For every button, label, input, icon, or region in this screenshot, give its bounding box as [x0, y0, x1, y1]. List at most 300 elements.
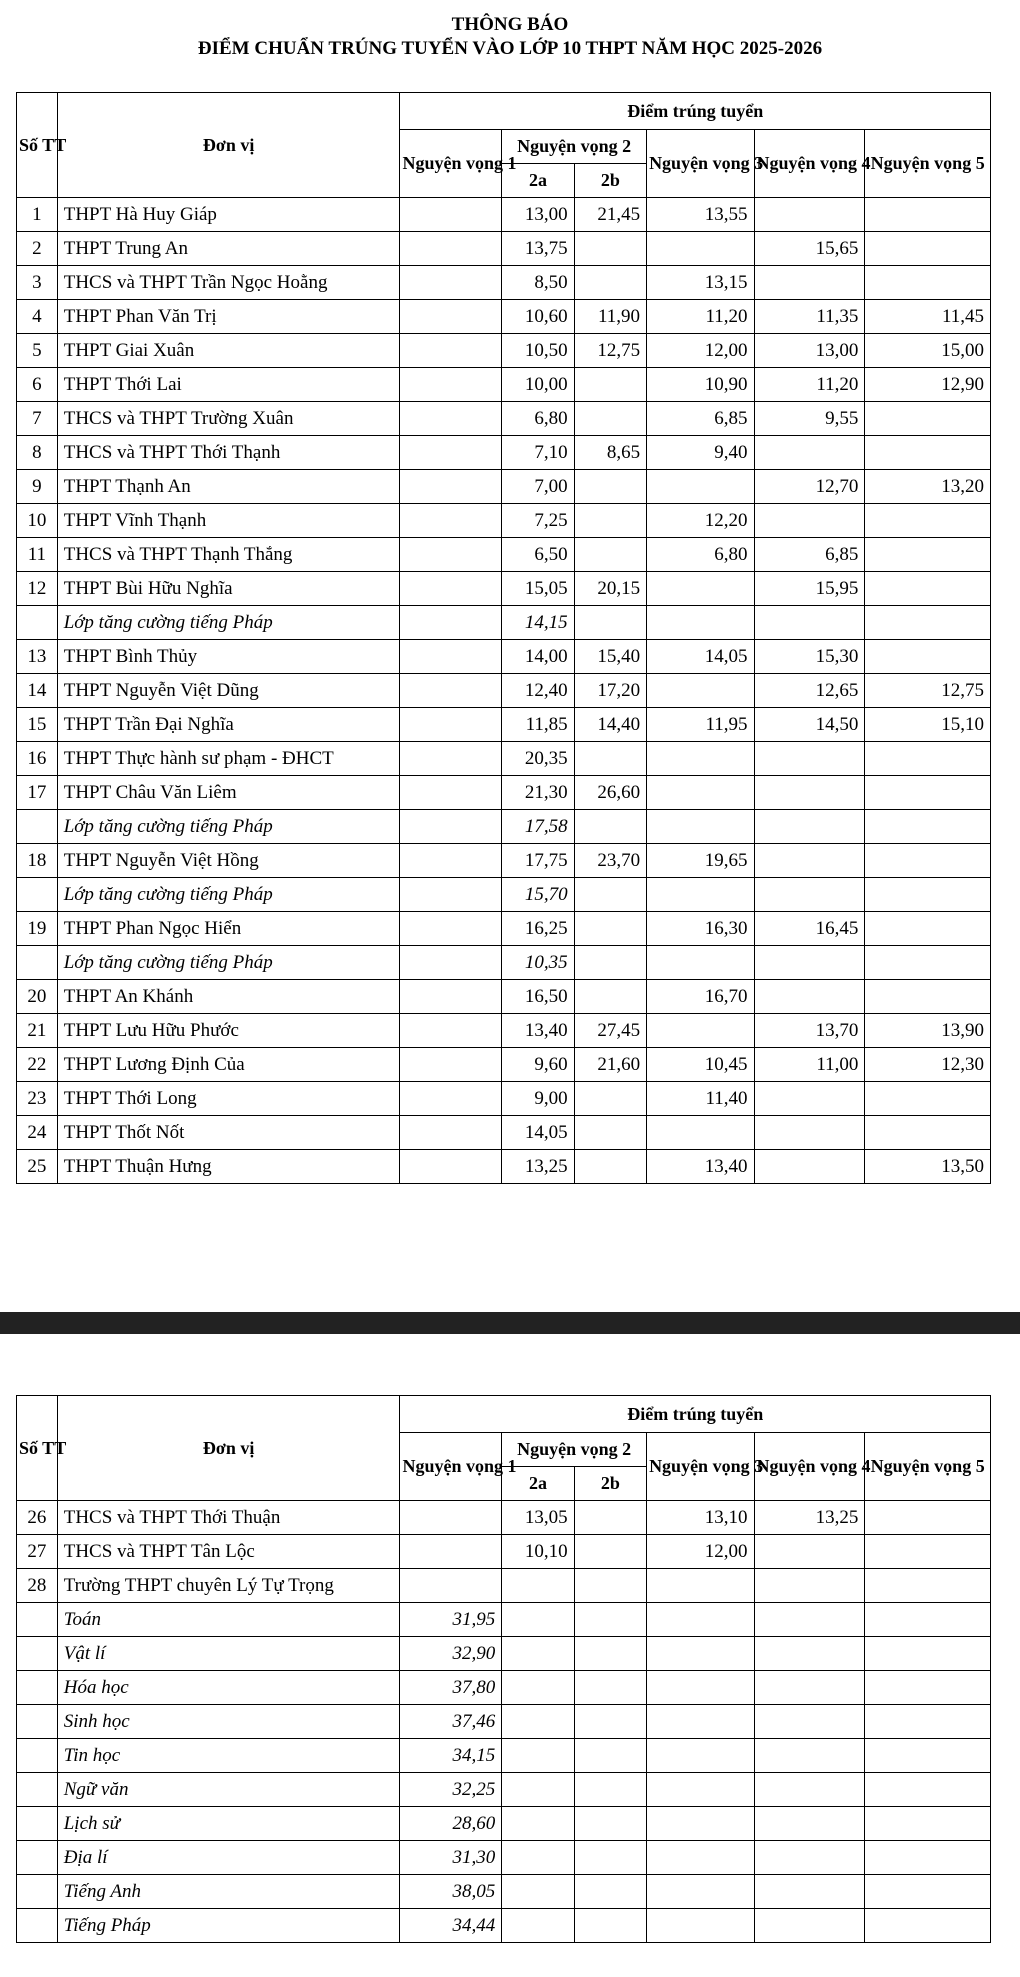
table-row [17, 1014, 991, 1048]
score-cell-nv3: 11,40 [647, 1082, 754, 1116]
score-cell-nv1 [400, 1501, 502, 1535]
unit-name-cell: Lớp tăng cường tiếng Pháp [57, 878, 400, 912]
stt-cell [17, 606, 58, 640]
score-cell-nv2a: 10,00 [502, 368, 574, 402]
stt-cell [17, 1603, 58, 1637]
score-cell-nv5 [865, 1569, 991, 1603]
stt-cell: 14 [17, 674, 58, 708]
score-cell-nv2a: 16,25 [502, 912, 574, 946]
score-cell-nv2a: 7,00 [502, 470, 574, 504]
score-cell-nv2b: 12,75 [574, 334, 646, 368]
score-cell-nv1 [400, 844, 502, 878]
header-nv4: Nguyện vọng 4 [754, 1433, 865, 1501]
score-cell-nv5 [865, 436, 991, 470]
score-cell-nv1 [400, 402, 502, 436]
unit-name-cell: Lớp tăng cường tiếng Pháp [57, 946, 400, 980]
score-cell-nv1 [400, 1014, 502, 1048]
score-cell-nv5 [865, 402, 991, 436]
score-cell-nv2b [574, 402, 646, 436]
unit-name-cell: THPT Trung An [57, 232, 400, 266]
score-cell-nv3 [647, 470, 754, 504]
score-cell-nv1: 37,46 [400, 1705, 502, 1739]
score-cell-nv2b [574, 504, 646, 538]
unit-name-cell: Lịch sử [57, 1807, 400, 1841]
score-cell-nv4 [754, 198, 865, 232]
table-row [17, 912, 991, 946]
sub-row [17, 878, 991, 912]
unit-name-cell: THPT Phan Ngọc Hiển [57, 912, 400, 946]
score-cell-nv4 [754, 878, 865, 912]
header-nv2b: 2b [574, 1467, 646, 1501]
score-cell-nv3: 10,90 [647, 368, 754, 402]
score-cell-nv1 [400, 1082, 502, 1116]
score-cell-nv3 [647, 1807, 754, 1841]
stt-cell [17, 1909, 58, 1943]
score-cell-nv3 [647, 674, 754, 708]
unit-name-cell: Hóa học [57, 1671, 400, 1705]
score-cell-nv3 [647, 1841, 754, 1875]
table-row [17, 980, 991, 1014]
score-cell-nv4 [754, 1637, 865, 1671]
score-cell-nv4: 11,20 [754, 368, 865, 402]
stt-cell: 5 [17, 334, 58, 368]
score-cell-nv5 [865, 1909, 991, 1943]
unit-name-cell: THCS và THPT Thới Thuận [57, 1501, 400, 1535]
score-cell-nv2a [502, 1841, 574, 1875]
score-cell-nv4 [754, 742, 865, 776]
score-cell-nv5 [865, 1671, 991, 1705]
score-cell-nv4: 9,55 [754, 402, 865, 436]
score-cell-nv2b [574, 1569, 646, 1603]
score-cell-nv4: 15,95 [754, 572, 865, 606]
score-cell-nv1 [400, 946, 502, 980]
score-cell-nv4 [754, 1909, 865, 1943]
unit-name-cell: THCS và THPT Trường Xuân [57, 402, 400, 436]
score-cell-nv3: 13,15 [647, 266, 754, 300]
table-row [17, 572, 991, 606]
stt-cell: 26 [17, 1501, 58, 1535]
score-cell-nv2b: 27,45 [574, 1014, 646, 1048]
score-cell-nv5: 15,10 [865, 708, 991, 742]
score-cell-nv2a: 14,15 [502, 606, 574, 640]
header-stt: Số TT [17, 1396, 58, 1501]
score-cell-nv5 [865, 1773, 991, 1807]
score-cell-nv5 [865, 810, 991, 844]
stt-cell: 3 [17, 266, 58, 300]
score-cell-nv2b [574, 1671, 646, 1705]
score-cell-nv2b [574, 810, 646, 844]
score-cell-nv2a [502, 1637, 574, 1671]
score-cell-nv2a [502, 1807, 574, 1841]
header-diem-trung-tuyen: Điểm trúng tuyển [400, 1396, 991, 1433]
score-cell-nv4 [754, 844, 865, 878]
table-row [17, 674, 991, 708]
stt-cell: 13 [17, 640, 58, 674]
stt-cell: 17 [17, 776, 58, 810]
table-row [17, 232, 991, 266]
table-row [17, 198, 991, 232]
score-cell-nv5 [865, 572, 991, 606]
header-don-vi: Đơn vị [57, 1396, 400, 1501]
score-cell-nv2b [574, 470, 646, 504]
score-cell-nv4 [754, 1082, 865, 1116]
unit-name-cell: THCS và THPT Thới Thạnh [57, 436, 400, 470]
unit-name-cell: Tin học [57, 1739, 400, 1773]
score-cell-nv5 [865, 1603, 991, 1637]
score-cell-nv5 [865, 742, 991, 776]
score-cell-nv3: 12,20 [647, 504, 754, 538]
stt-cell [17, 1671, 58, 1705]
score-cell-nv2b [574, 606, 646, 640]
stt-cell: 27 [17, 1535, 58, 1569]
score-cell-nv5 [865, 538, 991, 572]
score-cell-nv4: 14,50 [754, 708, 865, 742]
stt-cell [17, 1637, 58, 1671]
score-cell-nv4 [754, 1603, 865, 1637]
score-cell-nv1 [400, 436, 502, 470]
score-cell-nv2a: 14,05 [502, 1116, 574, 1150]
score-cell-nv2b [574, 980, 646, 1014]
score-cell-nv5: 13,90 [865, 1014, 991, 1048]
score-cell-nv3 [647, 1875, 754, 1909]
score-cell-nv3 [647, 1909, 754, 1943]
stt-cell [17, 878, 58, 912]
score-cell-nv2b [574, 1501, 646, 1535]
sub-row [17, 1841, 991, 1875]
unit-name-cell: THPT Thốt Nốt [57, 1116, 400, 1150]
score-cell-nv1 [400, 1535, 502, 1569]
score-cell-nv1 [400, 572, 502, 606]
score-cell-nv2b: 17,20 [574, 674, 646, 708]
score-cell-nv3: 9,40 [647, 436, 754, 470]
score-cell-nv4: 12,65 [754, 674, 865, 708]
table-row [17, 708, 991, 742]
score-cell-nv1 [400, 1569, 502, 1603]
unit-name-cell: THPT Thạnh An [57, 470, 400, 504]
score-cell-nv2a: 17,58 [502, 810, 574, 844]
header-nv2: Nguyện vọng 2 [502, 130, 647, 164]
stt-cell: 6 [17, 368, 58, 402]
header-nv2: Nguyện vọng 2 [502, 1433, 647, 1467]
score-cell-nv2a [502, 1705, 574, 1739]
score-cell-nv2a [502, 1909, 574, 1943]
score-cell-nv4: 15,30 [754, 640, 865, 674]
score-cell-nv5 [865, 1116, 991, 1150]
unit-name-cell: THPT Bình Thủy [57, 640, 400, 674]
score-cell-nv4 [754, 1671, 865, 1705]
score-cell-nv2a: 15,05 [502, 572, 574, 606]
score-cell-nv2a: 17,75 [502, 844, 574, 878]
score-cell-nv2a: 10,60 [502, 300, 574, 334]
score-cell-nv3: 14,05 [647, 640, 754, 674]
unit-name-cell: Vật lí [57, 1637, 400, 1671]
score-cell-nv5 [865, 912, 991, 946]
score-cell-nv2b: 23,70 [574, 844, 646, 878]
header-nv1: Nguyện vọng 1 [400, 1433, 502, 1501]
score-cell-nv2b [574, 1705, 646, 1739]
score-cell-nv3: 12,00 [647, 1535, 754, 1569]
unit-name-cell: THPT Thới Long [57, 1082, 400, 1116]
table-row [17, 1150, 991, 1184]
score-cell-nv4 [754, 810, 865, 844]
score-cell-nv5 [865, 1875, 991, 1909]
unit-name-cell: Lớp tăng cường tiếng Pháp [57, 606, 400, 640]
unit-name-cell: THPT Bùi Hữu Nghĩa [57, 572, 400, 606]
score-cell-nv2b [574, 538, 646, 572]
score-cell-nv5 [865, 1841, 991, 1875]
sub-row [17, 606, 991, 640]
unit-name-cell: THPT Lương Định Của [57, 1048, 400, 1082]
unit-name-cell: THPT Vĩnh Thạnh [57, 504, 400, 538]
table-row [17, 1501, 991, 1535]
score-cell-nv2b: 8,65 [574, 436, 646, 470]
score-cell-nv1 [400, 980, 502, 1014]
score-cell-nv2b [574, 878, 646, 912]
score-cell-nv1 [400, 300, 502, 334]
score-cell-nv4 [754, 1807, 865, 1841]
score-cell-nv3: 11,95 [647, 708, 754, 742]
table-row [17, 300, 991, 334]
score-cell-nv1 [400, 198, 502, 232]
score-cell-nv3 [647, 1014, 754, 1048]
stt-cell [17, 810, 58, 844]
stt-cell: 16 [17, 742, 58, 776]
header-don-vi: Đơn vị [57, 93, 400, 198]
score-cell-nv2a: 6,80 [502, 402, 574, 436]
unit-name-cell: THCS và THPT Thạnh Thắng [57, 538, 400, 572]
table-row [17, 1082, 991, 1116]
score-cell-nv2a: 14,00 [502, 640, 574, 674]
table-row [17, 1535, 991, 1569]
table-row [17, 1116, 991, 1150]
score-cell-nv2b [574, 1739, 646, 1773]
unit-name-cell: THPT Châu Văn Liêm [57, 776, 400, 810]
stt-cell [17, 1807, 58, 1841]
score-cell-nv3: 10,45 [647, 1048, 754, 1082]
score-cell-nv4 [754, 1739, 865, 1773]
unit-name-cell: THCS và THPT Tân Lộc [57, 1535, 400, 1569]
page-separator [0, 1312, 1020, 1334]
score-cell-nv1 [400, 810, 502, 844]
score-cell-nv1 [400, 674, 502, 708]
unit-name-cell: Lớp tăng cường tiếng Pháp [57, 810, 400, 844]
header-nv5: Nguyện vọng 5 [865, 130, 991, 198]
score-cell-nv2a: 16,50 [502, 980, 574, 1014]
table-row [17, 776, 991, 810]
table-row [17, 1569, 991, 1603]
score-cell-nv2b [574, 266, 646, 300]
sub-row [17, 1637, 991, 1671]
stt-cell [17, 1705, 58, 1739]
score-cell-nv2a [502, 1773, 574, 1807]
score-cell-nv5: 13,20 [865, 470, 991, 504]
score-cell-nv2b [574, 1637, 646, 1671]
score-cell-nv5: 11,45 [865, 300, 991, 334]
score-cell-nv2a: 7,25 [502, 504, 574, 538]
score-cell-nv2a: 9,60 [502, 1048, 574, 1082]
score-cell-nv5 [865, 1705, 991, 1739]
header-diem-trung-tuyen: Điểm trúng tuyển [400, 93, 991, 130]
score-cell-nv2a [502, 1875, 574, 1909]
score-cell-nv2b [574, 1150, 646, 1184]
unit-name-cell: THPT Thực hành sư phạm - ĐHCT [57, 742, 400, 776]
score-cell-nv2a: 12,40 [502, 674, 574, 708]
score-cell-nv3 [647, 878, 754, 912]
score-cell-nv3 [647, 1705, 754, 1739]
score-cell-nv4 [754, 1150, 865, 1184]
header-stt: Số TT [17, 93, 58, 198]
score-cell-nv1 [400, 912, 502, 946]
table-row [17, 742, 991, 776]
score-cell-nv5: 13,50 [865, 1150, 991, 1184]
sub-row [17, 1705, 991, 1739]
score-cell-nv5 [865, 504, 991, 538]
score-cell-nv1: 32,25 [400, 1773, 502, 1807]
score-cell-nv3 [647, 1773, 754, 1807]
score-cell-nv2a: 13,75 [502, 232, 574, 266]
score-cell-nv2b [574, 1603, 646, 1637]
score-cell-nv1 [400, 1150, 502, 1184]
score-cell-nv2a [502, 1671, 574, 1705]
score-cell-nv4 [754, 606, 865, 640]
unit-name-cell: THPT Thuận Hưng [57, 1150, 400, 1184]
score-cell-nv2b [574, 1082, 646, 1116]
stt-cell [17, 946, 58, 980]
unit-name-cell: Toán [57, 1603, 400, 1637]
score-cell-nv5 [865, 946, 991, 980]
score-cell-nv1: 38,05 [400, 1875, 502, 1909]
score-cell-nv3: 16,70 [647, 980, 754, 1014]
score-cell-nv3: 13,55 [647, 198, 754, 232]
score-cell-nv3 [647, 776, 754, 810]
score-cell-nv4 [754, 266, 865, 300]
unit-name-cell: THCS và THPT Trần Ngọc Hoằng [57, 266, 400, 300]
stt-cell: 21 [17, 1014, 58, 1048]
score-cell-nv2b: 14,40 [574, 708, 646, 742]
unit-name-cell: Địa lí [57, 1841, 400, 1875]
sub-row [17, 810, 991, 844]
score-cell-nv1 [400, 232, 502, 266]
score-cell-nv4 [754, 1705, 865, 1739]
unit-name-cell: THPT Phan Văn Trị [57, 300, 400, 334]
score-cell-nv3 [647, 232, 754, 266]
score-cell-nv4: 16,45 [754, 912, 865, 946]
score-cell-nv4 [754, 776, 865, 810]
score-cell-nv1 [400, 1048, 502, 1082]
score-cell-nv1 [400, 470, 502, 504]
stt-cell: 18 [17, 844, 58, 878]
score-cell-nv3 [647, 1116, 754, 1150]
header-nv4: Nguyện vọng 4 [754, 130, 865, 198]
header-nv2a: 2a [502, 1467, 574, 1501]
header-nv5: Nguyện vọng 5 [865, 1433, 991, 1501]
score-cell-nv2a: 8,50 [502, 266, 574, 300]
score-cell-nv5: 12,30 [865, 1048, 991, 1082]
table-row [17, 436, 991, 470]
score-cell-nv2a: 13,05 [502, 1501, 574, 1535]
score-cell-nv4: 11,00 [754, 1048, 865, 1082]
table-row [17, 640, 991, 674]
unit-name-cell: Tiếng Anh [57, 1875, 400, 1909]
score-cell-nv3 [647, 946, 754, 980]
table-row [17, 368, 991, 402]
score-cell-nv2a [502, 1739, 574, 1773]
stt-cell: 20 [17, 980, 58, 1014]
stt-cell: 15 [17, 708, 58, 742]
score-cell-nv2a: 21,30 [502, 776, 574, 810]
score-cell-nv2b: 11,90 [574, 300, 646, 334]
score-cell-nv4: 11,35 [754, 300, 865, 334]
score-cell-nv2a: 10,35 [502, 946, 574, 980]
stt-cell: 4 [17, 300, 58, 334]
score-cell-nv1 [400, 504, 502, 538]
score-cell-nv5 [865, 266, 991, 300]
score-cell-nv2a: 11,85 [502, 708, 574, 742]
score-cell-nv5 [865, 640, 991, 674]
sub-row [17, 1909, 991, 1943]
table-row [17, 402, 991, 436]
score-cell-nv2a: 13,00 [502, 198, 574, 232]
stt-cell [17, 1773, 58, 1807]
stt-cell: 7 [17, 402, 58, 436]
score-cell-nv2b [574, 232, 646, 266]
score-cell-nv1 [400, 776, 502, 810]
score-cell-nv1 [400, 1116, 502, 1150]
score-cell-nv3 [647, 1637, 754, 1671]
score-cell-nv2b [574, 1909, 646, 1943]
score-cell-nv2a: 20,35 [502, 742, 574, 776]
score-cell-nv2b [574, 912, 646, 946]
stt-cell: 11 [17, 538, 58, 572]
score-cell-nv2a: 13,25 [502, 1150, 574, 1184]
score-cell-nv4 [754, 504, 865, 538]
score-cell-nv2b [574, 1841, 646, 1875]
header-nv1: Nguyện vọng 1 [400, 130, 502, 198]
score-cell-nv5 [865, 606, 991, 640]
score-cell-nv5 [865, 776, 991, 810]
score-cell-nv3: 13,40 [647, 1150, 754, 1184]
score-cell-nv3 [647, 742, 754, 776]
table-row [17, 266, 991, 300]
score-cell-nv5: 12,75 [865, 674, 991, 708]
score-cell-nv2b: 15,40 [574, 640, 646, 674]
unit-name-cell: THPT Trần Đại Nghĩa [57, 708, 400, 742]
score-cell-nv4 [754, 1875, 865, 1909]
score-cell-nv2a: 6,50 [502, 538, 574, 572]
score-cell-nv3: 16,30 [647, 912, 754, 946]
score-cell-nv2a: 10,50 [502, 334, 574, 368]
score-cell-nv1 [400, 538, 502, 572]
page-subtitle: ĐIỂM CHUẨN TRÚNG TUYỂN VÀO LỚP 10 THPT NĂM HỌC 2025-2026 [197, 38, 823, 59]
sub-row [17, 1739, 991, 1773]
score-cell-nv5 [865, 980, 991, 1014]
unit-name-cell: THPT Nguyễn Việt Dũng [57, 674, 400, 708]
score-cell-nv1 [400, 640, 502, 674]
score-cell-nv1: 34,15 [400, 1739, 502, 1773]
score-cell-nv4 [754, 1535, 865, 1569]
score-cell-nv3: 13,10 [647, 1501, 754, 1535]
unit-name-cell: Sinh học [57, 1705, 400, 1739]
score-cell-nv2a: 10,10 [502, 1535, 574, 1569]
score-cell-nv3: 6,85 [647, 402, 754, 436]
page-title: THÔNG BÁO [451, 14, 569, 35]
score-cell-nv1: 34,44 [400, 1909, 502, 1943]
score-table-2 [16, 1395, 991, 1943]
score-cell-nv2b [574, 1875, 646, 1909]
score-cell-nv2b: 21,60 [574, 1048, 646, 1082]
sub-row [17, 1875, 991, 1909]
score-cell-nv2b [574, 1535, 646, 1569]
